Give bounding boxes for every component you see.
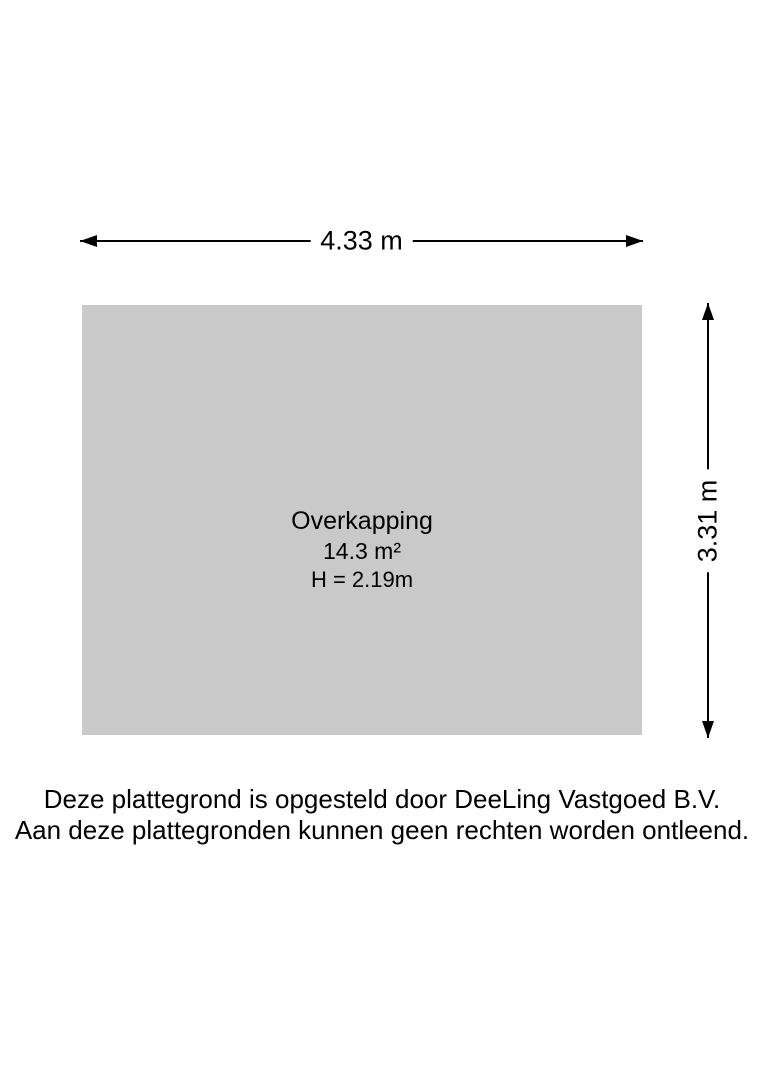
- disclaimer-line-1: Deze plattegrond is opgesteld door DeeLing Vastgoed B.V.: [43, 784, 721, 814]
- room-ceiling-height: H = 2.19m: [310, 567, 414, 592]
- arrowhead-down-icon: [702, 721, 714, 738]
- room-label-block: [291, 505, 433, 593]
- height-dimension-label: 3.31 m: [693, 469, 724, 572]
- arrowhead-up-icon: [702, 303, 714, 320]
- width-dimension-label: 4.33 m: [310, 226, 413, 257]
- disclaimer: [0, 784, 764, 846]
- disclaimer-line-2: Aan deze plattegronden kunnen geen rechten worden ontleend.: [14, 815, 750, 845]
- width-dimension-line: [80, 225, 643, 256]
- room-area-value: 14.3 m²: [323, 538, 401, 564]
- arrowhead-right-icon: [626, 235, 643, 247]
- height-dimension-line: [692, 303, 723, 738]
- arrowhead-left-icon: [80, 235, 97, 247]
- room-name: Overkapping: [291, 507, 433, 535]
- room-area-rect: [82, 305, 642, 735]
